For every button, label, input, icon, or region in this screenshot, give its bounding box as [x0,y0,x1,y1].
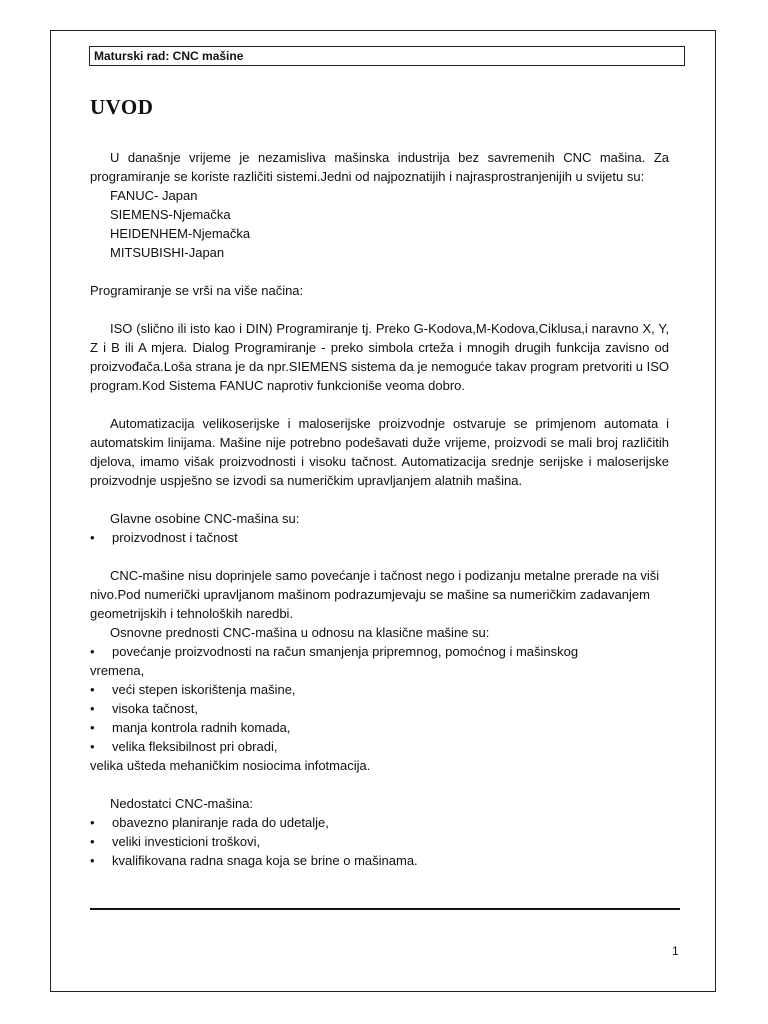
list-item [90,813,669,832]
feature-item: proizvodnost i tačnost [112,530,238,545]
list-item [90,680,669,699]
system-item: MITSUBISHI-Japan [110,245,225,260]
advantages-heading: Osnovne prednosti CNC-mašina u odnosu na klasične mašine su: [110,625,490,640]
list-item [90,832,669,851]
document-body [90,148,669,870]
bullet-icon: • [90,720,95,735]
intro-paragraph: U današnje vrijeme je nezamisliva mašinska industrija bez savremenih CNC mašina. Za programiranje se koriste različiti sistemi.Jedni od najpoznatijih i najrasprostranjenijih u svijetu su: [90,150,669,184]
cnc-paragraph: CNC-mašine nisu doprinjele samo povećanje i tačnost nego i podizanju metalne prerade na viši nivo.Pod numerički upravljanom mašinom podrazumjevaju se mašine sa numeričkim zadavanjem geometrijskih i tehnoloških naredbi. [90,568,660,621]
automation-paragraph: Automatizacija velikoserijske i maloserijske proizvodnje ostvaruje se primjenom automata i automatskim linijama. Mašine nije potrebno podešavati duže vrijeme, proizvodi se mali broj različitih djelova, imamo višak proizvodnosti i visoku tačnost. Automatizacija srednje serijske i maloserijske proizvodnje uspješno se izvodi sa numeričkim upravljanjem alatnih mašina. [90,416,669,488]
list-item [90,718,669,737]
advantage-item: manja kontrola radnih komada, [112,720,291,735]
disadvantage-item: kvalifikovana radna snaga koja se brine o mašinama. [112,853,418,868]
list-item [90,851,669,870]
advantage-item: veći stepen iskorištenja mašine, [112,682,296,697]
disadvantages-heading: Nedostatci CNC-mašina: [110,796,254,811]
system-item: FANUC- Japan [110,188,198,203]
page-number: 1 [672,944,679,958]
bullet-icon: • [90,739,95,754]
features-heading: Glavne osobine CNC-mašina su: [110,511,300,526]
system-item: SIEMENS-Njemačka [110,207,231,222]
systems-list [90,186,669,262]
bullet-icon: • [90,644,95,659]
list-item [90,699,669,718]
running-header: Maturski rad: CNC mašine [89,46,685,66]
footer-divider [90,908,680,910]
advantages-trailing-line: velika ušteda mehaničkim nosiocima infotmacija. [90,758,371,773]
bullet-icon: • [90,834,95,849]
advantage-item: visoka tačnost, [112,701,198,716]
iso-paragraph: ISO (slično ili isto kao i DIN) Programiranje tj. Preko G-Kodova,M-Kodova,Ciklusa,i naravno X, Y, Z i B ili A mjera. Dialog Programiranje - preko simbola crteža i mnogih drugih funkcija zavisno od proizvođača.Loša strana je da npr.SIEMENS sistema da je nemoguće takav program pretvoriti u ISO program.Kod Sistema FANUC naprotiv funkcioniše veoma dobro. [90,321,669,393]
advantage-item-continuation: vremena, [90,663,145,678]
advantage-item: velika fleksibilnost pri obradi, [112,739,278,754]
advantage-item: povećanje proizvodnosti na račun smanjenja pripremnog, pomoćnog i mašinskog [112,644,579,659]
bullet-icon: • [90,701,95,716]
disadvantage-item: veliki investicioni troškovi, [112,834,261,849]
list-item [90,528,669,547]
list-item [90,737,669,756]
bullet-icon: • [90,815,95,830]
programming-heading: Programiranje se vrši na više načina: [90,283,304,298]
system-item: HEIDENHEM-Njemačka [110,226,251,241]
bullet-icon: • [90,853,95,868]
bullet-icon: • [90,682,95,697]
bullet-icon: • [90,530,95,545]
section-title: UVOD [90,95,154,119]
disadvantage-item: obavezno planiranje rada do udetalje, [112,815,329,830]
list-item [90,642,669,661]
